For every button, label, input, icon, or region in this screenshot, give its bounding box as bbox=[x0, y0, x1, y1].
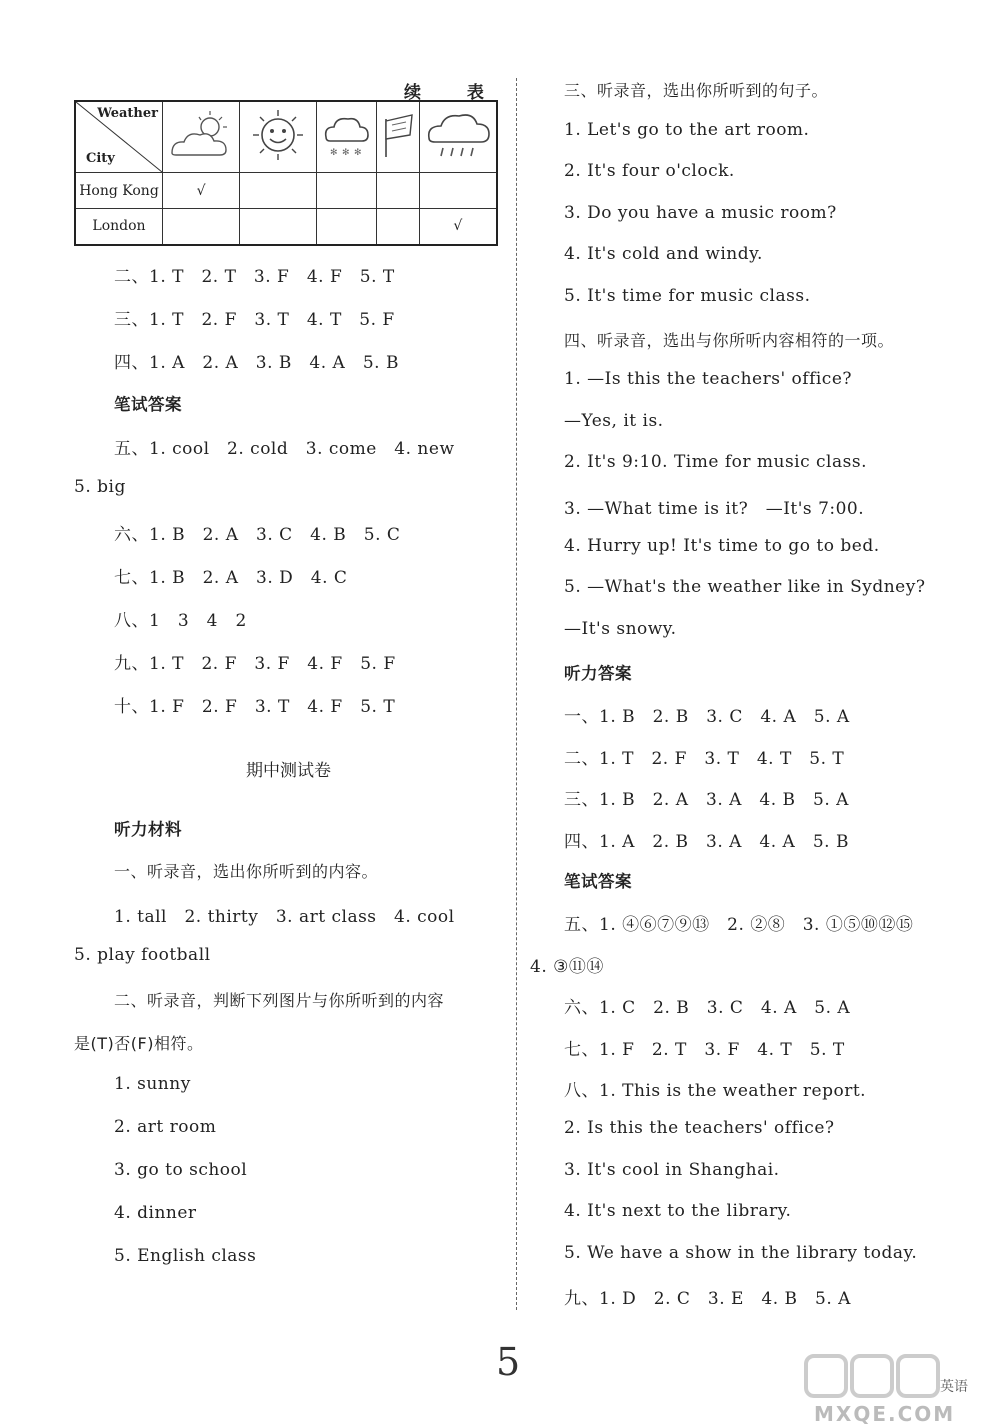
rainy-icon bbox=[419, 101, 497, 173]
text-line: 四、听录音，选出与你所听内容相符的一项。 bbox=[564, 330, 895, 350]
page-number: 5 bbox=[496, 1340, 521, 1384]
corner-weather-label: Weather bbox=[97, 106, 158, 121]
text-line: 5. English class bbox=[114, 1246, 257, 1266]
text-line: 3. —What time is it? —It's 7:00. bbox=[564, 499, 865, 519]
text-line: 4. Hurry up! It's time to go to bed. bbox=[564, 535, 880, 556]
text-line: 八、1. This is the weather report. bbox=[564, 1081, 867, 1102]
text-line: 四、1. A 2. A 3. B 4. A 5. B bbox=[114, 353, 399, 373]
table-caption: 续 表 bbox=[404, 83, 504, 103]
text-line: 1. tall 2. thirty 3. art class 4. cool bbox=[114, 907, 455, 927]
text-line: 3. It's cool in Shanghai. bbox=[564, 1159, 780, 1180]
weather-corner-cell bbox=[75, 101, 163, 173]
column-divider bbox=[516, 78, 517, 1310]
text-line: 5. It's time for music class. bbox=[564, 286, 811, 306]
text-line: 九、1. D 2. C 3. E 4. B 5. A bbox=[564, 1289, 851, 1310]
weather-cell bbox=[419, 173, 497, 209]
text-line: 4. ③⑪⑭ bbox=[530, 956, 604, 977]
text-line: 5. big bbox=[74, 477, 126, 497]
text-line: 二、1. T 2. F 3. T 4. T 5. T bbox=[564, 748, 845, 769]
text-line: 七、1. B 2. A 3. D 4. C bbox=[114, 568, 348, 588]
text-line: 1. Let's go to the art room. bbox=[564, 119, 810, 140]
snowy-icon bbox=[317, 101, 376, 173]
text-line: 二、听录音，判断下列图片与你所听到的内容 bbox=[114, 991, 445, 1010]
weather-cell bbox=[317, 209, 376, 245]
text-line: 5. —What's the weather like in Sydney? bbox=[564, 577, 926, 598]
text-line: 笔试答案 bbox=[114, 395, 182, 414]
text-line: 七、1. F 2. T 3. F 4. T 5. T bbox=[564, 1039, 845, 1060]
text-line: 一、1. B 2. B 3. C 4. A 5. A bbox=[564, 707, 850, 727]
watermark-subject: 英语 bbox=[940, 1379, 968, 1395]
text-line: 2. It's 9:10. Time for music class. bbox=[564, 452, 867, 473]
watermark-text: MXQE.COM bbox=[814, 1402, 956, 1426]
weather-cell bbox=[163, 209, 240, 245]
weather-cell bbox=[240, 173, 317, 209]
text-line: 八、1 3 4 2 bbox=[114, 611, 247, 631]
svg-text:✻: ✻ bbox=[354, 148, 363, 158]
text-line: 3. Do you have a music room? bbox=[564, 202, 837, 223]
weather-header-row bbox=[75, 101, 497, 173]
sunny-icon bbox=[240, 101, 317, 173]
midterm-title: 期中测试卷 bbox=[246, 761, 331, 781]
weather-row-hongkong bbox=[75, 173, 497, 209]
weather-cell bbox=[317, 173, 376, 209]
weather-table bbox=[74, 100, 498, 246]
city-name: Hong Kong bbox=[75, 173, 163, 209]
text-line: 4. It's cold and windy. bbox=[564, 244, 763, 265]
weather-cell: √ bbox=[419, 209, 497, 245]
text-line: 4. It's next to the library. bbox=[564, 1201, 792, 1222]
text-line: 2. Is this the teachers' office? bbox=[564, 1118, 835, 1138]
weather-cell bbox=[240, 209, 317, 245]
text-line: 1. sunny bbox=[114, 1074, 191, 1094]
text-line: 是(T)否(F)相符。 bbox=[74, 1034, 204, 1053]
text-line: 2. art room bbox=[114, 1117, 217, 1137]
text-line: 笔试答案 bbox=[564, 872, 632, 892]
weather-cell bbox=[376, 209, 419, 245]
text-line: 5. We have a show in the library today. bbox=[564, 1242, 918, 1263]
text-line: 五、1. cool 2. cold 3. come 4. new bbox=[114, 439, 455, 459]
text-line: 三、听录音，选出你所听到的句子。 bbox=[564, 81, 829, 100]
text-line: 3. go to school bbox=[114, 1160, 248, 1180]
svg-text:✻: ✻ bbox=[330, 148, 339, 158]
text-line: 三、1. T 2. F 3. T 4. T 5. F bbox=[114, 310, 395, 330]
weather-cell bbox=[376, 173, 419, 209]
text-line: 1. —Is this the teachers' office? bbox=[564, 369, 852, 390]
text-line: 十、1. F 2. F 3. T 4. F 5. T bbox=[114, 697, 396, 717]
svg-text:✻: ✻ bbox=[342, 148, 351, 158]
weather-row-london bbox=[75, 209, 497, 245]
text-line: 一、听录音，选出你所听到的内容。 bbox=[114, 862, 379, 881]
text-line: —Yes, it is. bbox=[564, 410, 664, 431]
text-line: 听力材料 bbox=[114, 820, 182, 839]
text-line: 四、1. A 2. B 3. A 4. A 5. B bbox=[564, 831, 849, 852]
windy-icon bbox=[376, 101, 419, 173]
text-line: 5. play football bbox=[74, 945, 211, 965]
text-line: 六、1. B 2. A 3. C 4. B 5. C bbox=[114, 525, 401, 545]
text-line: 二、1. T 2. T 3. F 4. F 5. T bbox=[114, 267, 395, 287]
text-line: 三、1. B 2. A 3. A 4. B 5. A bbox=[564, 790, 849, 811]
text-line: 4. dinner bbox=[114, 1203, 197, 1223]
text-line: 听力答案 bbox=[564, 664, 632, 684]
city-name: London bbox=[75, 209, 163, 245]
text-line: 五、1. ④⑥⑦⑨⑬ 2. ②⑧ 3. ①⑤⑩⑫⑮ bbox=[564, 915, 914, 935]
corner-city-label: City bbox=[86, 151, 115, 166]
weather-cell: √ bbox=[163, 173, 240, 209]
text-line: —It's snowy. bbox=[564, 618, 677, 639]
watermark-logo bbox=[800, 1350, 990, 1426]
text-line: 六、1. C 2. B 3. C 4. A 5. A bbox=[564, 998, 851, 1019]
text-line: 2. It's four o'clock. bbox=[564, 161, 735, 182]
text-line: 九、1. T 2. F 3. F 4. F 5. F bbox=[114, 654, 396, 674]
partly-cloudy-icon bbox=[163, 101, 240, 173]
